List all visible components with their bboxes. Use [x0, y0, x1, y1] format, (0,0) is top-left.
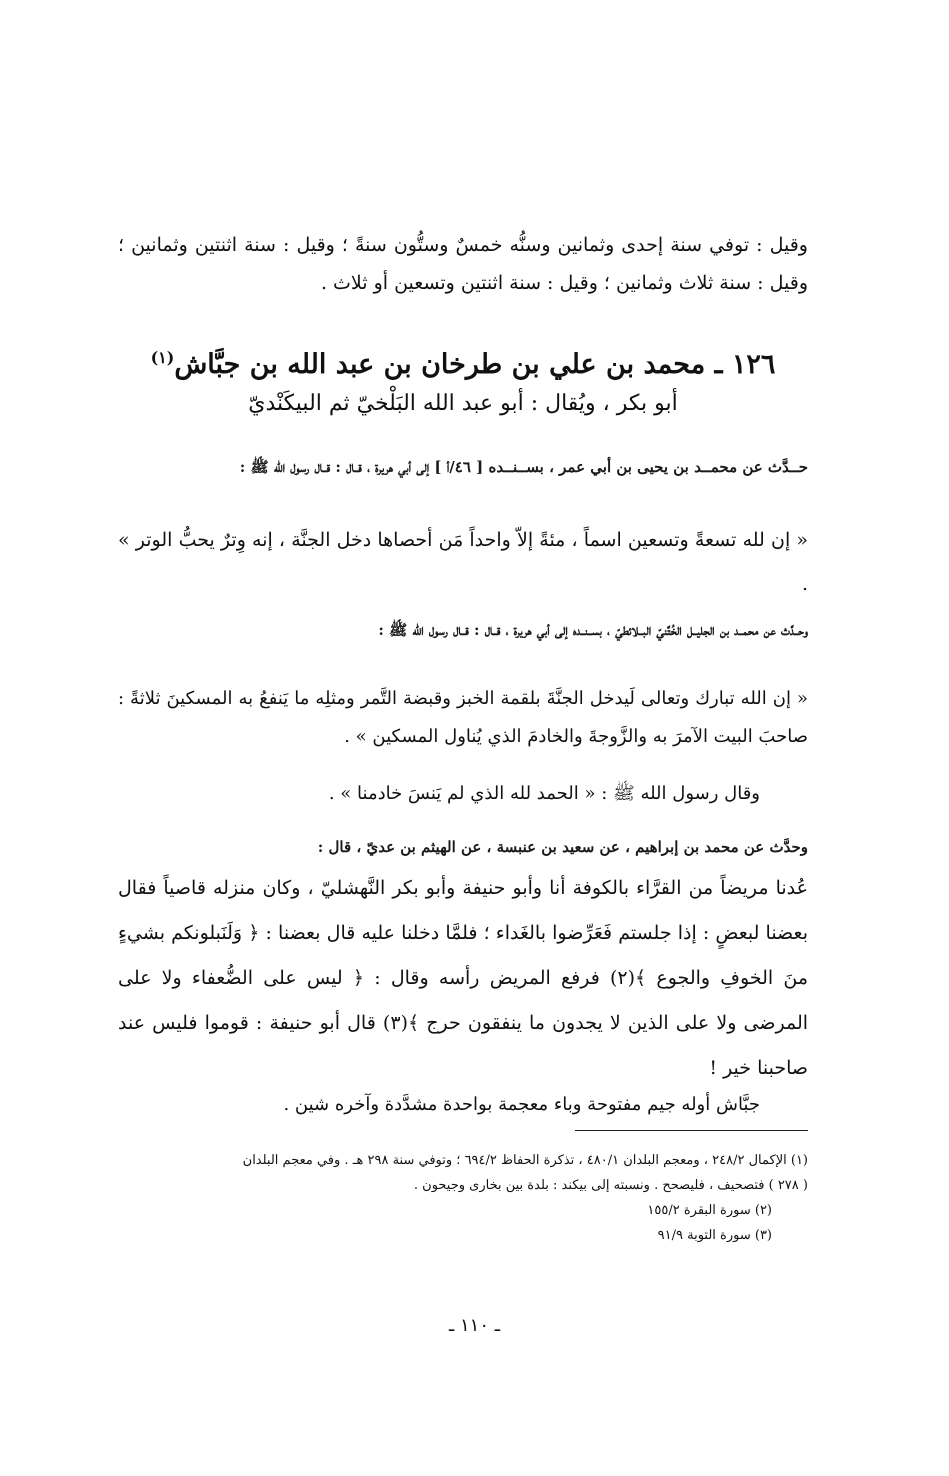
hadith-2	[118, 680, 808, 756]
page-number: ـ ١١٠ ـ	[448, 1315, 500, 1336]
intro-text: وقيل : توفي سنة إحدى وثمانين وسنُّه خمسٌ وستُّون سنةً ؛ وقيل : سنة اثنتين وثمانين ؛ وقيل : سنة ثلاث وثمانين ؛ وقيل : سنة اثنتين وتسعين أو ثلاث .	[118, 234, 808, 294]
footnote-1-line-2: ( ٢٧٨ ) فتصحيف ، فليصحح . ونسبته إلى بيكند : بلدة بين بخارى وجيحون .	[413, 1178, 808, 1193]
hadith-1-text: « إن لله تسعةً وتسعين اسماً ، مئةً إلاّ واحداً مَن أحصاها دخل الجنَّة ، إنه وِترٌ يحبُّ الوتر » .	[118, 529, 808, 595]
hadith-2-text: « إن الله تبارك وتعالى لَيدخل الجنَّةَ بلقمة الخبز وقبضة التَّمر ومثلِه ما يَنفعُ به المسكينَ ثلاثةً : صاحبَ البيت الآمرَ به والزَّوجةَ والخادمَ الذي يُناول المسكين » .	[118, 688, 808, 747]
entry-heading	[118, 336, 808, 421]
isnad-chain-3	[118, 832, 808, 862]
note-text: جبَّاش أوله جيم مفتوحة وباء معجمة بواحدة مشدَّدة وآخره شين .	[283, 1094, 760, 1115]
isnad-3-text: وحدَّث عن محمد بن إبراهيم ، عن سعيد بن عنبسة ، عن الهيثم بن عديّ ، قال :	[317, 838, 808, 856]
isnad-1-text: حــدَّث عن محمــد بن يحيى بن أبي عمر ، بســنــده [ ٤٦/أ ] إلى أبي هريرة ، قــال : قــال رسول الله ﷺ :	[239, 458, 808, 476]
footnote-1-line-1: (١) الإكمال ٢٤٨/٢ ، ومعجم البلدان ٤٨٠/١ ، تذكرة الحفاظ ٦٩٤/٢ ؛ وتوفي سنة ٢٩٨ هـ . وفي معجم البلدان	[242, 1153, 808, 1168]
isnad-2-text: وحــدَّث عن محمــد بن الجليــل الخُتَّنيّ البــلائطيّ ، بســنــده إلى أبي هريرة ، قــال : قــال رسول الله ﷺ :	[378, 621, 808, 639]
isnad-chain-1	[118, 452, 808, 482]
hadith-1	[118, 518, 808, 606]
isnad-chain-2	[118, 615, 808, 645]
footnote-2: (٢) سورة البقرة ١٥٥/٢	[647, 1203, 772, 1218]
intro-paragraph	[118, 226, 808, 302]
entry-footnote-marker: (١)	[150, 348, 175, 367]
entry-subtitle: أبو بكر ، ويُقال : أبو عبد الله البَلْخيّ ثم البيكَنْديّ	[248, 391, 678, 416]
saying-text: وقال رسول الله ﷺ : « الحمد لله الذي لم يَنسَ خادمنا » .	[328, 783, 760, 804]
footnotes	[118, 1148, 808, 1248]
story-text: عُدنا مريضاً من القرَّاء بالكوفة أنا وأبو حنيفة وأبو بكر النَّهشليّ ، وكان منزله قاصياً فقال بعضنا لبعضٍ : إذا جلستم فَعَرِّضوا بالغَداء ؛ فلمَّا دخلنا عليه قال بعضنا : ﴿ وَلَنَبلونكم بشيءٍ منَ الخوفِ والجوع ﴾(٢) فرفع المريض رأسه وقال : ﴿ ليس على الضُّعفاء ولا على المرضى ولا على الذين لا يجدون ما ينفقون حرج ﴾(٣) قال أبو حنيفة : قوموا فليس عند صاحبنا خير !	[118, 877, 809, 1079]
spelling-note	[118, 1088, 808, 1122]
footnote-3: (٣) سورة التوبة ٩١/٩	[657, 1228, 772, 1243]
story-paragraph	[118, 866, 808, 1091]
entry-title-text: ١٢٦ ـ محمد بن علي بن طرخان بن عبد الله بن جبَّاش	[174, 349, 776, 380]
prophet-saying	[118, 776, 808, 812]
footnote-divider	[575, 1130, 808, 1131]
entry-title	[118, 336, 808, 387]
